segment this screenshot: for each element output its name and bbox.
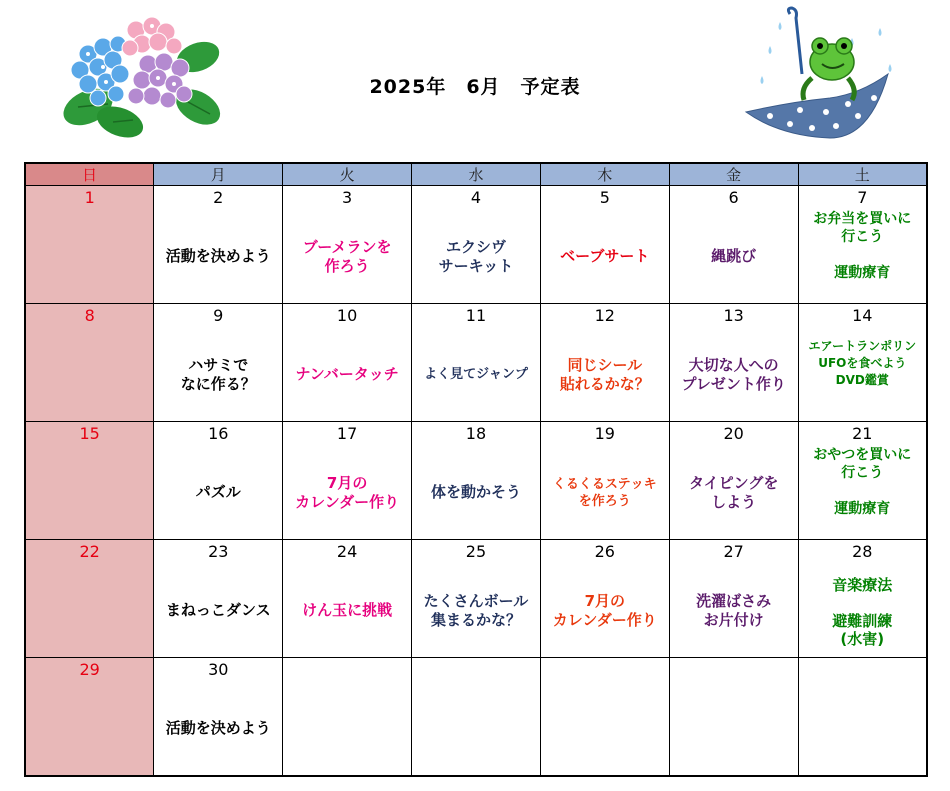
day-cell (412, 186, 541, 304)
event-text: くるくるステッキ を作ろう (552, 476, 657, 509)
event-text: 縄跳び (711, 247, 757, 265)
event-text: 洗濯ばさみ お片付け (696, 591, 772, 629)
day-number: 6 (728, 188, 739, 207)
day-cell (154, 422, 283, 540)
weekday-header-sat: 土 (798, 163, 927, 186)
day-cell (412, 658, 541, 777)
day-cell (669, 540, 798, 658)
day-cell (540, 658, 669, 777)
event-text: 活動を決めよう (165, 719, 271, 737)
day-number: 18 (465, 424, 487, 443)
event-text: まねっこダンス (165, 601, 271, 619)
hydrangea-icon (58, 12, 224, 140)
day-number: 21 (852, 424, 873, 443)
day-number: 14 (852, 306, 873, 325)
day-cell-saturday (798, 304, 927, 422)
event-text: おやつを買いに 行こう 運動療育 (813, 447, 912, 517)
event-text: けん玉に挑戦 (302, 601, 393, 619)
day-cell-sunday (25, 304, 154, 422)
event-text: ハサミで なに作る？ (180, 355, 256, 393)
day-number: 24 (336, 542, 358, 561)
day-cell (669, 658, 798, 777)
day-number: 11 (465, 306, 487, 325)
day-number: 9 (213, 306, 224, 325)
weekday-header-wed: 水 (412, 163, 541, 186)
day-cell (669, 304, 798, 422)
day-cell-saturday (798, 422, 927, 540)
calendar-week-row (25, 186, 927, 304)
event-text: 7月の カレンダー作り (552, 591, 657, 629)
day-number: 15 (79, 424, 100, 443)
day-number: 25 (465, 542, 487, 561)
day-cell-sunday (25, 422, 154, 540)
day-cell (154, 186, 283, 304)
weekday-header-row (25, 163, 927, 186)
day-cell (412, 422, 541, 540)
event-text: 7月の カレンダー作り (295, 473, 400, 511)
weekday-header-mon: 月 (154, 163, 283, 186)
day-number: 17 (336, 424, 358, 443)
day-cell-sunday (25, 658, 154, 777)
day-cell (412, 540, 541, 658)
event-text: 大切な人への プレゼント作り (681, 355, 786, 393)
day-cell (669, 422, 798, 540)
weekday-header-tue: 火 (283, 163, 412, 186)
day-number: 12 (594, 306, 615, 325)
event-text: 同じシール 貼れるかな？ (559, 355, 650, 393)
day-cell-sunday (25, 186, 154, 304)
day-number: 23 (208, 542, 229, 561)
day-cell (154, 304, 283, 422)
page-title: 2025年 6月 予定表 (369, 76, 581, 98)
day-number: 30 (208, 660, 229, 679)
calendar-week-row (25, 422, 927, 540)
day-cell (154, 540, 283, 658)
event-text: 活動を決めよう (165, 247, 271, 265)
event-text: よく見てジャンプ (424, 367, 528, 382)
day-number: 26 (594, 542, 615, 561)
day-number: 28 (852, 542, 873, 561)
day-number: 19 (594, 424, 615, 443)
day-number: 16 (208, 424, 229, 443)
weekday-header-sun: 日 (25, 163, 154, 186)
day-cell-saturday (798, 186, 927, 304)
day-cell (540, 304, 669, 422)
day-cell (154, 658, 283, 777)
calendar-week-row (25, 304, 927, 422)
event-text: ブーメランを 作ろう (302, 237, 392, 275)
day-cell (412, 304, 541, 422)
day-number: 27 (723, 542, 744, 561)
calendar-week-row (25, 658, 927, 777)
event-text: ベーブサート (560, 247, 650, 265)
day-number: 29 (79, 660, 100, 679)
day-cell-sunday (25, 540, 154, 658)
calendar-table (24, 162, 928, 777)
event-text: たくさんボール 集まるかな？ (423, 591, 529, 629)
day-number: 8 (84, 306, 95, 325)
day-cell-saturday (798, 540, 927, 658)
day-number: 3 (342, 188, 353, 207)
event-text: エクシヴ サーキット (438, 237, 514, 275)
day-number: 4 (470, 188, 482, 207)
day-cell (283, 422, 412, 540)
day-cell (283, 304, 412, 422)
frog-umbrella-icon (740, 4, 900, 150)
event-text: お弁当を買いに 行こう 運動療育 (813, 211, 912, 281)
weekday-header-thu: 木 (540, 163, 669, 186)
day-number: 22 (79, 542, 100, 561)
day-cell (540, 186, 669, 304)
day-number: 13 (723, 306, 744, 325)
day-cell (283, 186, 412, 304)
day-number: 10 (336, 306, 358, 325)
day-cell (283, 540, 412, 658)
day-cell (669, 186, 798, 304)
day-number: 5 (599, 188, 610, 207)
day-number: 20 (723, 424, 744, 443)
day-cell (540, 540, 669, 658)
weekday-header-fri: 金 (669, 163, 798, 186)
event-text: エアートランポリン UFOを食べよう DVD鑑賞 (808, 339, 917, 387)
day-number: 7 (857, 188, 868, 207)
day-number: 1 (84, 188, 95, 207)
day-cell (540, 422, 669, 540)
event-text: パズル (195, 483, 241, 501)
event-text: 体を動かそう (430, 483, 521, 501)
calendar-week-row (25, 540, 927, 658)
event-text: 音楽療法 避難訓練 (水害) (832, 576, 893, 648)
day-cell-saturday (798, 658, 927, 777)
event-text: ナンバータッチ (295, 365, 399, 383)
day-cell (283, 658, 412, 777)
day-number: 2 (213, 188, 224, 207)
event-text: タイピングを しよう (688, 473, 779, 511)
